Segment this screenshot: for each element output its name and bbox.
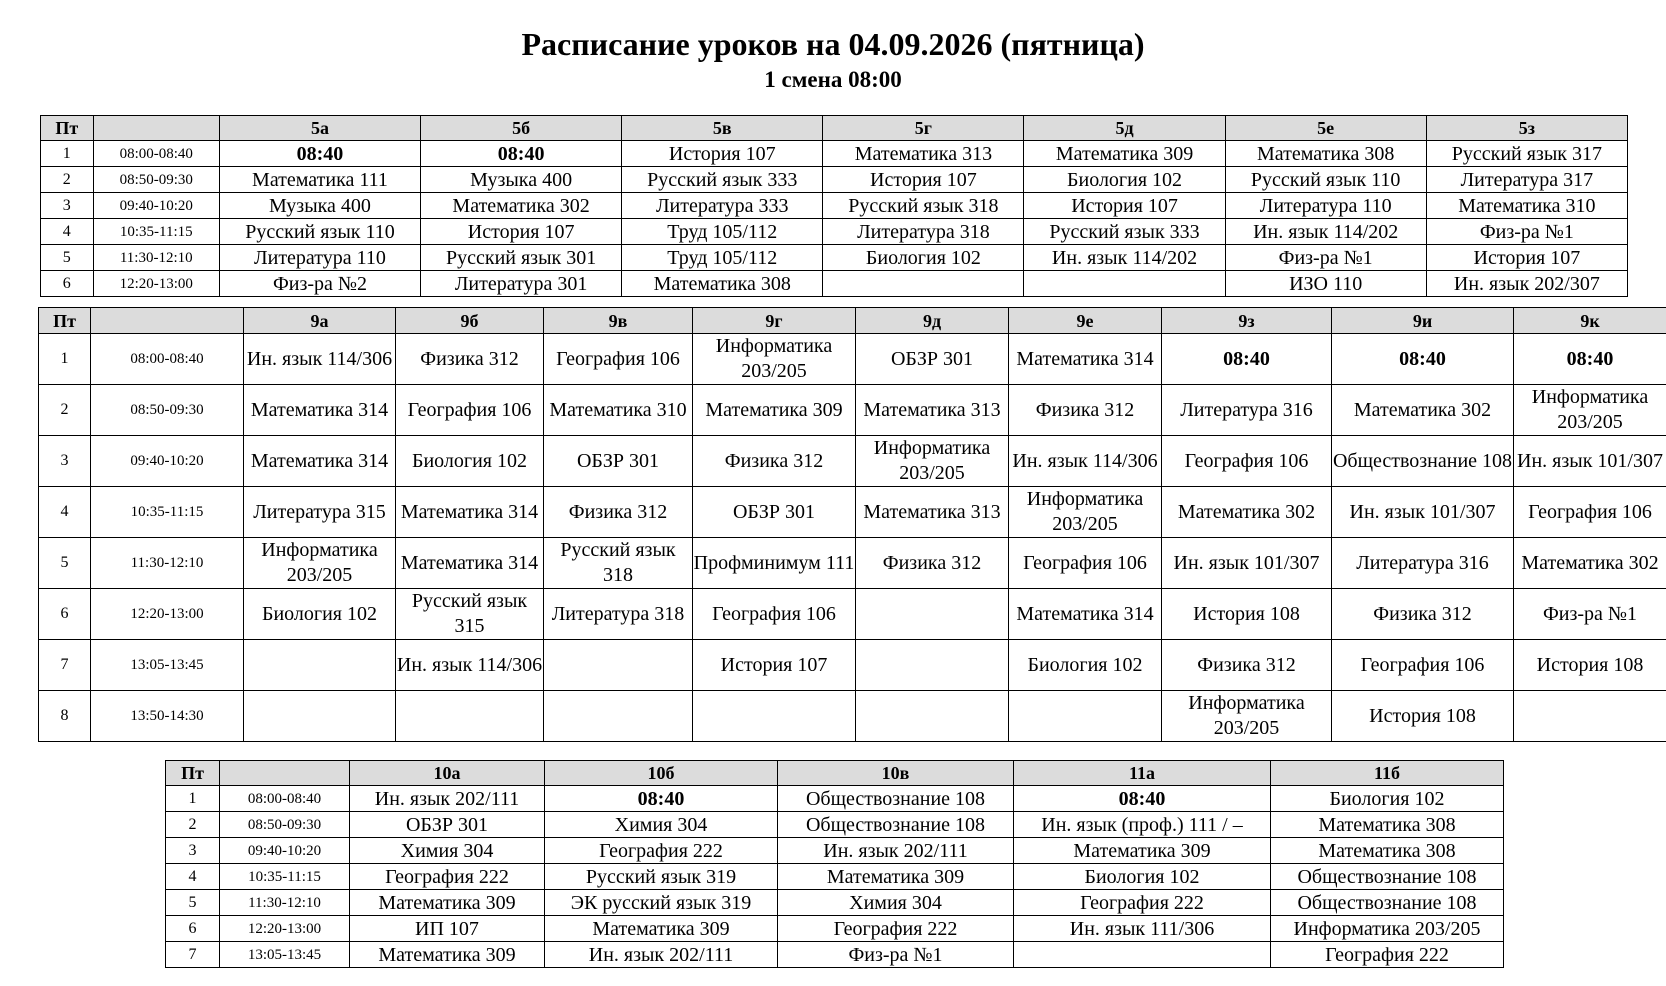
class-header: 5е [1225,116,1426,141]
lesson-cell: Литература 110 [1225,193,1426,219]
time-header [91,308,244,334]
lesson-cell: Ин. язык 101/307 [1332,487,1514,538]
lesson-cell: ОБЗР 301 [350,812,545,838]
lesson-cell: Ин. язык 202/111 [778,838,1014,864]
lesson-cell [856,640,1009,691]
lesson-cell: Математика 314 [244,385,396,436]
lesson-cell: Математика 314 [244,436,396,487]
lesson-cell: Обществознание 108 [1271,890,1504,916]
header-row [39,308,1666,334]
lesson-cell: Физика 312 [1162,640,1332,691]
table-row [39,589,1666,640]
lesson-cell: Ин. язык 114/306 [396,640,544,691]
lesson-cell: География 222 [1014,890,1271,916]
lesson-cell [1514,691,1666,742]
lesson-cell: Математика 314 [396,538,544,589]
lesson-number: 4 [39,487,91,538]
lesson-cell: Обществознание 108 [778,786,1014,812]
lesson-cell: Обществознание 108 [778,812,1014,838]
lesson-cell: Математика 309 [545,916,778,942]
lesson-cell: Математика 309 [778,864,1014,890]
lesson-cell [1009,691,1162,742]
day-header: Пт [41,116,94,141]
lesson-cell: Математика 313 [856,487,1009,538]
lesson-cell: Математика 309 [1014,838,1271,864]
lesson-cell: География 106 [396,385,544,436]
lesson-cell: Математика 309 [1024,141,1225,167]
lesson-cell: География 222 [1271,942,1504,968]
lesson-cell: История 108 [1332,691,1514,742]
table-row [166,916,1504,942]
lesson-cell: Литература 318 [544,589,693,640]
lesson-cell: 08:40 [421,141,622,167]
table-row [39,334,1666,385]
lesson-cell: История 107 [823,167,1024,193]
lesson-cell: География 222 [350,864,545,890]
lesson-number: 6 [39,589,91,640]
lesson-time: 08:50-09:30 [93,167,219,193]
lesson-number: 2 [166,812,220,838]
class-header: 11а [1014,761,1271,786]
lesson-cell: Физика 312 [544,487,693,538]
lesson-cell: Математика 313 [856,385,1009,436]
lesson-cell: Музыка 400 [421,167,622,193]
lesson-cell: ИЗО 110 [1225,271,1426,297]
class-header: 5г [823,116,1024,141]
lesson-cell: Литература 317 [1426,167,1627,193]
lesson-cell: ОБЗР 301 [693,487,856,538]
lesson-cell: Биология 102 [823,245,1024,271]
lesson-cell: Обществознание 108 [1271,864,1504,890]
lesson-cell [544,640,693,691]
lesson-cell: Русский язык 301 [421,245,622,271]
lesson-cell [244,691,396,742]
lesson-cell: Обществознание 108 [1332,436,1514,487]
lesson-cell: Математика 308 [1225,141,1426,167]
page-subtitle: 1 смена 08:00 [764,67,902,92]
lesson-cell: Биология 102 [1014,864,1271,890]
class-header: 5з [1426,116,1627,141]
lesson-cell [1014,942,1271,968]
lesson-cell: Математика 310 [544,385,693,436]
lesson-cell [396,691,544,742]
lesson-number: 1 [166,786,220,812]
lesson-cell: Математика 308 [622,271,823,297]
lesson-cell: Ин. язык 111/306 [1014,916,1271,942]
lesson-cell [244,640,396,691]
lesson-cell: ЭК русский язык 319 [545,890,778,916]
lesson-time: 08:00-08:40 [91,334,244,385]
table-row [166,838,1504,864]
lesson-cell: Химия 304 [778,890,1014,916]
lesson-cell: ОБЗР 301 [544,436,693,487]
lesson-cell: География 106 [1162,436,1332,487]
lesson-cell: Физ-ра №1 [1225,245,1426,271]
lesson-cell: Математика 111 [219,167,420,193]
lesson-cell: Русский язык 318 [544,538,693,589]
lesson-cell: Физика 312 [396,334,544,385]
lesson-cell: География 106 [1514,487,1666,538]
lesson-time: 11:30-12:10 [220,890,350,916]
class-header: 9з [1162,308,1332,334]
lesson-cell: Математика 314 [1009,589,1162,640]
lesson-number: 4 [41,219,94,245]
lesson-cell: Биология 102 [244,589,396,640]
lesson-cell: История 107 [1024,193,1225,219]
class-header: 10а [350,761,545,786]
lesson-number: 3 [41,193,94,219]
class-header: 5а [219,116,420,141]
lesson-cell: Биология 102 [396,436,544,487]
lesson-cell: Профминимум 111 [693,538,856,589]
lesson-number: 5 [41,245,94,271]
table-row [39,691,1666,742]
lesson-cell: История 108 [1514,640,1666,691]
lesson-cell: Русский язык 317 [1426,141,1627,167]
page-title: Расписание уроков на 04.09.2026 (пятница) [521,26,1145,62]
lesson-cell: География 106 [1332,640,1514,691]
lesson-cell: Русский язык 333 [622,167,823,193]
day-header: Пт [166,761,220,786]
table-row [41,167,1628,193]
lesson-cell: Физ-ра №1 [1514,589,1666,640]
lesson-cell: Информатика 203/205 [856,436,1009,487]
lesson-cell: Математика 309 [693,385,856,436]
lesson-time: 10:35-11:15 [93,219,219,245]
table-row [166,942,1504,968]
lesson-cell: Физ-ра №2 [219,271,420,297]
lesson-time: 13:05-13:45 [220,942,350,968]
lesson-cell: Информатика 203/205 [244,538,396,589]
lesson-cell: Химия 304 [545,812,778,838]
lesson-cell: Ин. язык 114/306 [244,334,396,385]
lesson-cell: География 106 [693,589,856,640]
table-row [39,538,1666,589]
lesson-cell: Математика 309 [350,890,545,916]
lesson-number: 1 [41,141,94,167]
lesson-time: 13:50-14:30 [91,691,244,742]
lesson-cell: География 106 [544,334,693,385]
header-row [41,116,1628,141]
lesson-number: 7 [166,942,220,968]
lesson-cell: Физ-ра №1 [778,942,1014,968]
lesson-cell: Математика 302 [1514,538,1666,589]
lesson-cell: 08:40 [1014,786,1271,812]
class-header: 9к [1514,308,1666,334]
table-row [41,245,1628,271]
table-row [39,436,1666,487]
class-header: 5в [622,116,823,141]
lesson-cell: ИП 107 [350,916,545,942]
lesson-time: 08:50-09:30 [220,812,350,838]
lesson-cell: География 222 [545,838,778,864]
lesson-cell: Литература 316 [1332,538,1514,589]
table-row [39,640,1666,691]
lesson-cell: Математика 313 [823,141,1024,167]
lesson-time: 08:50-09:30 [91,385,244,436]
class-header: 9в [544,308,693,334]
class-header: 9а [244,308,396,334]
table-row [39,385,1666,436]
lesson-cell: Химия 304 [350,838,545,864]
lesson-number: 5 [166,890,220,916]
schedule-table-grade-9 [38,307,1666,742]
lesson-cell: Ин. язык 114/202 [1024,245,1225,271]
lesson-cell: Русский язык 110 [219,219,420,245]
lesson-cell: Литература 110 [219,245,420,271]
lesson-cell: Математика 314 [1009,334,1162,385]
lesson-time: 09:40-10:20 [220,838,350,864]
lesson-cell: География 222 [778,916,1014,942]
class-header: 5б [421,116,622,141]
lesson-number: 7 [39,640,91,691]
lesson-cell: Математика 308 [1271,812,1504,838]
lesson-cell: Информатика 203/205 [1162,691,1332,742]
lesson-cell: Физика 312 [856,538,1009,589]
lesson-cell: Русский язык 319 [545,864,778,890]
lesson-number: 3 [39,436,91,487]
lesson-cell: История 107 [421,219,622,245]
lesson-cell: Физика 312 [693,436,856,487]
lesson-time: 11:30-12:10 [91,538,244,589]
lesson-number: 6 [166,916,220,942]
lesson-number: 1 [39,334,91,385]
class-header: 10б [545,761,778,786]
lesson-cell: История 107 [622,141,823,167]
lesson-cell: Ин. язык 202/111 [350,786,545,812]
lesson-cell: Литература 316 [1162,385,1332,436]
lesson-number: 2 [39,385,91,436]
lesson-time: 10:35-11:15 [220,864,350,890]
lesson-cell: Биология 102 [1271,786,1504,812]
table-row [166,890,1504,916]
lesson-cell: Информатика 203/205 [1271,916,1504,942]
header-row [166,761,1504,786]
lesson-cell: Математика 302 [1332,385,1514,436]
lesson-number: 6 [41,271,94,297]
lesson-cell: Информатика 203/205 [1009,487,1162,538]
lesson-time: 10:35-11:15 [91,487,244,538]
table-row [41,219,1628,245]
lesson-cell [693,691,856,742]
lesson-cell: Биология 102 [1009,640,1162,691]
class-header: 9г [693,308,856,334]
class-header: 9е [1009,308,1162,334]
lesson-time: 09:40-10:20 [93,193,219,219]
schedule-table-grade-5 [40,115,1628,297]
lesson-cell: Русский язык 110 [1225,167,1426,193]
lesson-cell: 08:40 [219,141,420,167]
lesson-cell: Ин. язык 114/306 [1009,436,1162,487]
lesson-time: 11:30-12:10 [93,245,219,271]
lesson-cell: Физика 312 [1009,385,1162,436]
lesson-cell: Физика 312 [1332,589,1514,640]
lesson-cell: Ин. язык 101/307 [1162,538,1332,589]
lesson-cell: Русский язык 315 [396,589,544,640]
lesson-cell: Музыка 400 [219,193,420,219]
lesson-cell: История 108 [1162,589,1332,640]
lesson-cell: Ин. язык 101/307 [1514,436,1666,487]
lesson-time: 12:20-13:00 [91,589,244,640]
lesson-cell: Русский язык 333 [1024,219,1225,245]
class-header: 10в [778,761,1014,786]
lesson-number: 8 [39,691,91,742]
lesson-cell: История 107 [1426,245,1627,271]
lesson-cell: География 106 [1009,538,1162,589]
table-row [166,812,1504,838]
time-header [93,116,219,141]
lesson-cell: Ин. язык 202/307 [1426,271,1627,297]
class-header: 9д [856,308,1009,334]
lesson-cell: Литература 318 [823,219,1024,245]
lesson-cell: 08:40 [1162,334,1332,385]
lesson-cell: История 107 [693,640,856,691]
lesson-cell: Русский язык 318 [823,193,1024,219]
lesson-cell [856,691,1009,742]
table-row [41,271,1628,297]
lesson-number: 3 [166,838,220,864]
lesson-time: 12:20-13:00 [93,271,219,297]
lesson-cell: Математика 310 [1426,193,1627,219]
lesson-cell [856,589,1009,640]
lesson-cell: Математика 308 [1271,838,1504,864]
lesson-cell: Труд 105/112 [622,219,823,245]
lesson-cell: 08:40 [545,786,778,812]
lesson-cell: Математика 302 [421,193,622,219]
lesson-cell: ОБЗР 301 [856,334,1009,385]
table-row [41,141,1628,167]
lesson-cell: Математика 314 [396,487,544,538]
lesson-cell: 08:40 [1514,334,1666,385]
class-header: 9б [396,308,544,334]
lesson-time: 09:40-10:20 [91,436,244,487]
lesson-time: 08:00-08:40 [93,141,219,167]
class-header: 5д [1024,116,1225,141]
schedule-table-grade-10-11 [165,760,1504,968]
lesson-cell: Ин. язык 114/202 [1225,219,1426,245]
lesson-cell: Физ-ра №1 [1426,219,1627,245]
lesson-number: 2 [41,167,94,193]
lesson-cell: Математика 302 [1162,487,1332,538]
lesson-cell [544,691,693,742]
lesson-cell: Литература 315 [244,487,396,538]
lesson-cell: Литература 333 [622,193,823,219]
time-header [220,761,350,786]
lesson-cell: Математика 309 [350,942,545,968]
lesson-cell [823,271,1024,297]
table-row [166,786,1504,812]
lesson-cell [1024,271,1225,297]
class-header: 11б [1271,761,1504,786]
table-row [166,864,1504,890]
table-row [39,487,1666,538]
lesson-cell: Информатика 203/205 [1514,385,1666,436]
lesson-cell: Ин. язык 202/111 [545,942,778,968]
lesson-time: 12:20-13:00 [220,916,350,942]
lesson-cell: Биология 102 [1024,167,1225,193]
lesson-number: 5 [39,538,91,589]
lesson-time: 13:05-13:45 [91,640,244,691]
lesson-cell: Информатика 203/205 [693,334,856,385]
lesson-time: 08:00-08:40 [220,786,350,812]
lesson-cell: Ин. язык (проф.) 111 / – [1014,812,1271,838]
lesson-cell: Труд 105/112 [622,245,823,271]
lesson-cell: Литература 301 [421,271,622,297]
lesson-number: 4 [166,864,220,890]
class-header: 9и [1332,308,1514,334]
day-header: Пт [39,308,91,334]
table-row [41,193,1628,219]
lesson-cell: 08:40 [1332,334,1514,385]
